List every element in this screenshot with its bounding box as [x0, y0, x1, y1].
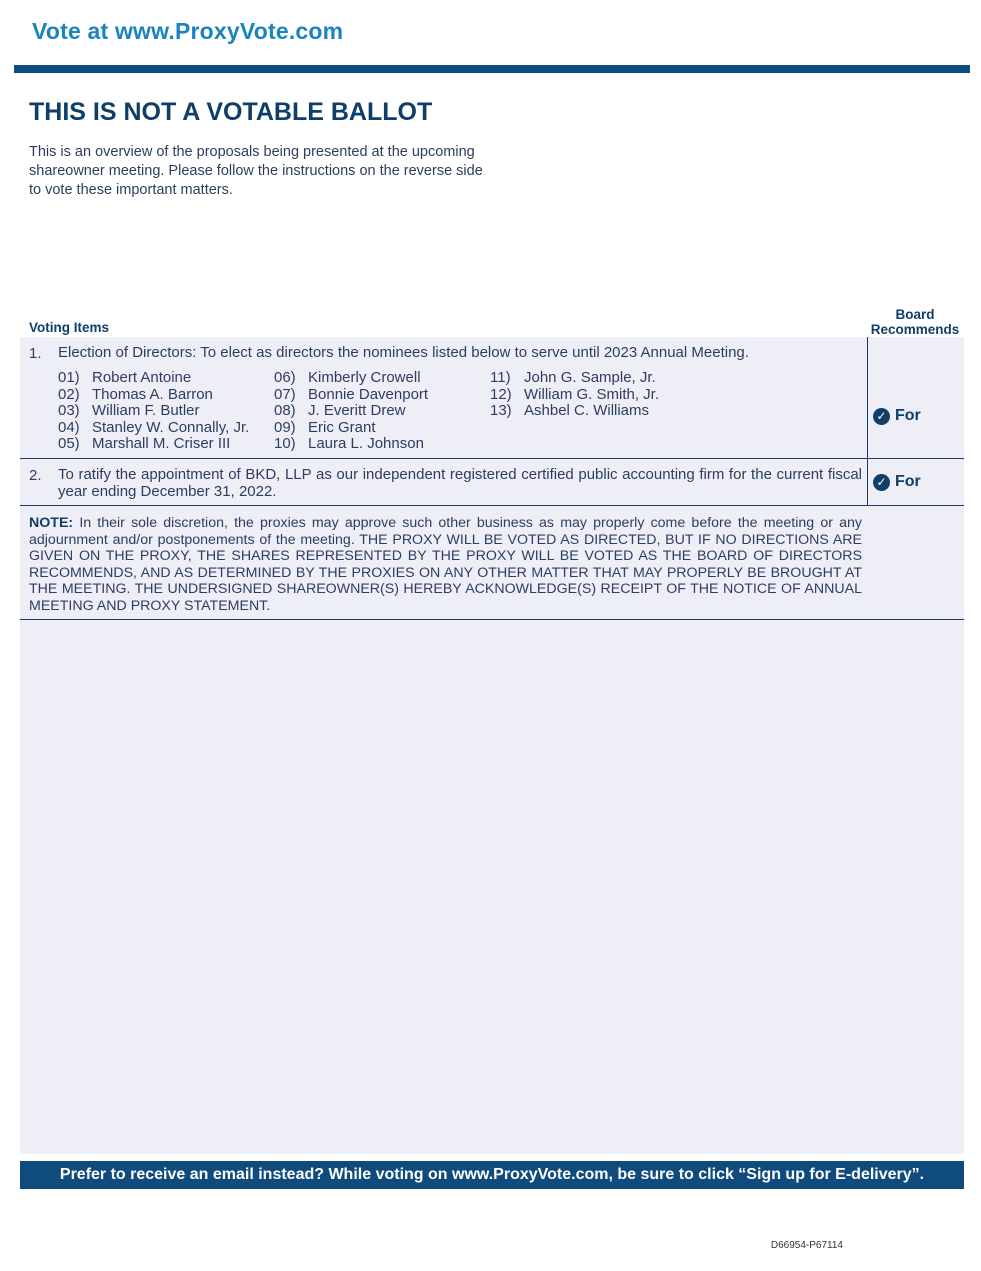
column-divider [867, 337, 868, 505]
board-recommends-heading: Board Recommends [870, 307, 960, 337]
nominee-column-3 [490, 370, 659, 420]
recommendation-label: For [895, 473, 921, 490]
ballot-title: THIS IS NOT A VOTABLE BALLOT [29, 98, 433, 126]
nominee: 01) Robert Antoine [58, 369, 192, 386]
item-2-text: To ratify the appointment of BKD, LLP as our independent registered certified public accounting firm for the current fiscal year ending December 31, 2022. [58, 466, 862, 500]
item-1-recommendation [873, 407, 921, 425]
item-2-number: 2. [29, 467, 42, 484]
item-2-recommendation [873, 473, 921, 491]
nominee: 09) Eric Grant [274, 418, 376, 436]
nominee: 08) J. Everitt Drew [274, 402, 406, 420]
nominee: 12) William G. Smith, Jr. [490, 385, 660, 403]
nominee: 02) Thomas A. Barron [58, 385, 213, 403]
nominee-column-1 [58, 370, 249, 453]
header-rule [14, 65, 970, 73]
voting-items-heading: Voting Items [29, 320, 110, 335]
note-text: In their sole discretion, the proxies may approve such other business as may properly come before the meeting or any adjournment and/or postponements of the meeting. THE PROXY WILL BE VOTED AS DIRECTED, BUT IF NO DIRECTIONS ARE GIVEN ON THE PROXY, THE SHARES REPRESENTED BY THE PROXY WILL BE VOTED AS THE BOARD OF DIRECTORS RECOMMENDS, AND AS DETERMINED BY THE PROXIES ON ANY OTHER MATTER THAT MAY PROPERLY BE BROUGHT AT THE MEETING. THE UNDERSIGNED SHAREOWNER(S) HEREBY ACKNOWLEDGE(S) RECEIPT OF THE NOTICE OF ANNUAL MEETING AND PROXY STATEMENT. [29, 515, 862, 614]
check-circle-icon: ✓ [873, 474, 890, 491]
vote-url-header: Vote at www.ProxyVote.com [32, 18, 344, 44]
nominee: 05) Marshall M. Criser III [58, 435, 231, 453]
intro-text: This is an overview of the proposals being presented at the upcoming shareowner meeting. Please follow the instructions on the reverse side to vote these important matters. [29, 144, 483, 198]
nominee: 06) Kimberly Crowell [274, 369, 421, 386]
item-1-text: Election of Directors: To elect as directors the nominees listed below to serve until 2023 Annual Meeting. [58, 344, 749, 361]
nominee: 10) Laura L. Johnson [274, 435, 424, 453]
nominee: 11) John G. Sample, Jr. [490, 369, 656, 386]
nominee: 13) Ashbel C. Williams [490, 402, 650, 420]
check-circle-icon: ✓ [873, 408, 890, 425]
note-paragraph [29, 515, 862, 615]
nominee: 04) Stanley W. Connally, Jr. [58, 418, 250, 436]
voting-panel [20, 337, 964, 1154]
document-code: D66954-P67114 [770, 1240, 843, 1251]
row-divider [20, 458, 964, 459]
row-divider [20, 505, 964, 506]
nominee: 07) Bonnie Davenport [274, 385, 429, 403]
item-1-number: 1. [29, 345, 42, 362]
e-delivery-banner: Prefer to receive an email instead? While voting on www.ProxyVote.com, be sure to click “Sign up for E-delivery”. [20, 1161, 964, 1189]
nominee: 03) William F. Butler [58, 402, 200, 420]
note-divider [20, 619, 964, 620]
note-label: NOTE: [29, 515, 74, 531]
nominee-column-2 [274, 370, 428, 453]
recommendation-label: For [895, 407, 921, 424]
